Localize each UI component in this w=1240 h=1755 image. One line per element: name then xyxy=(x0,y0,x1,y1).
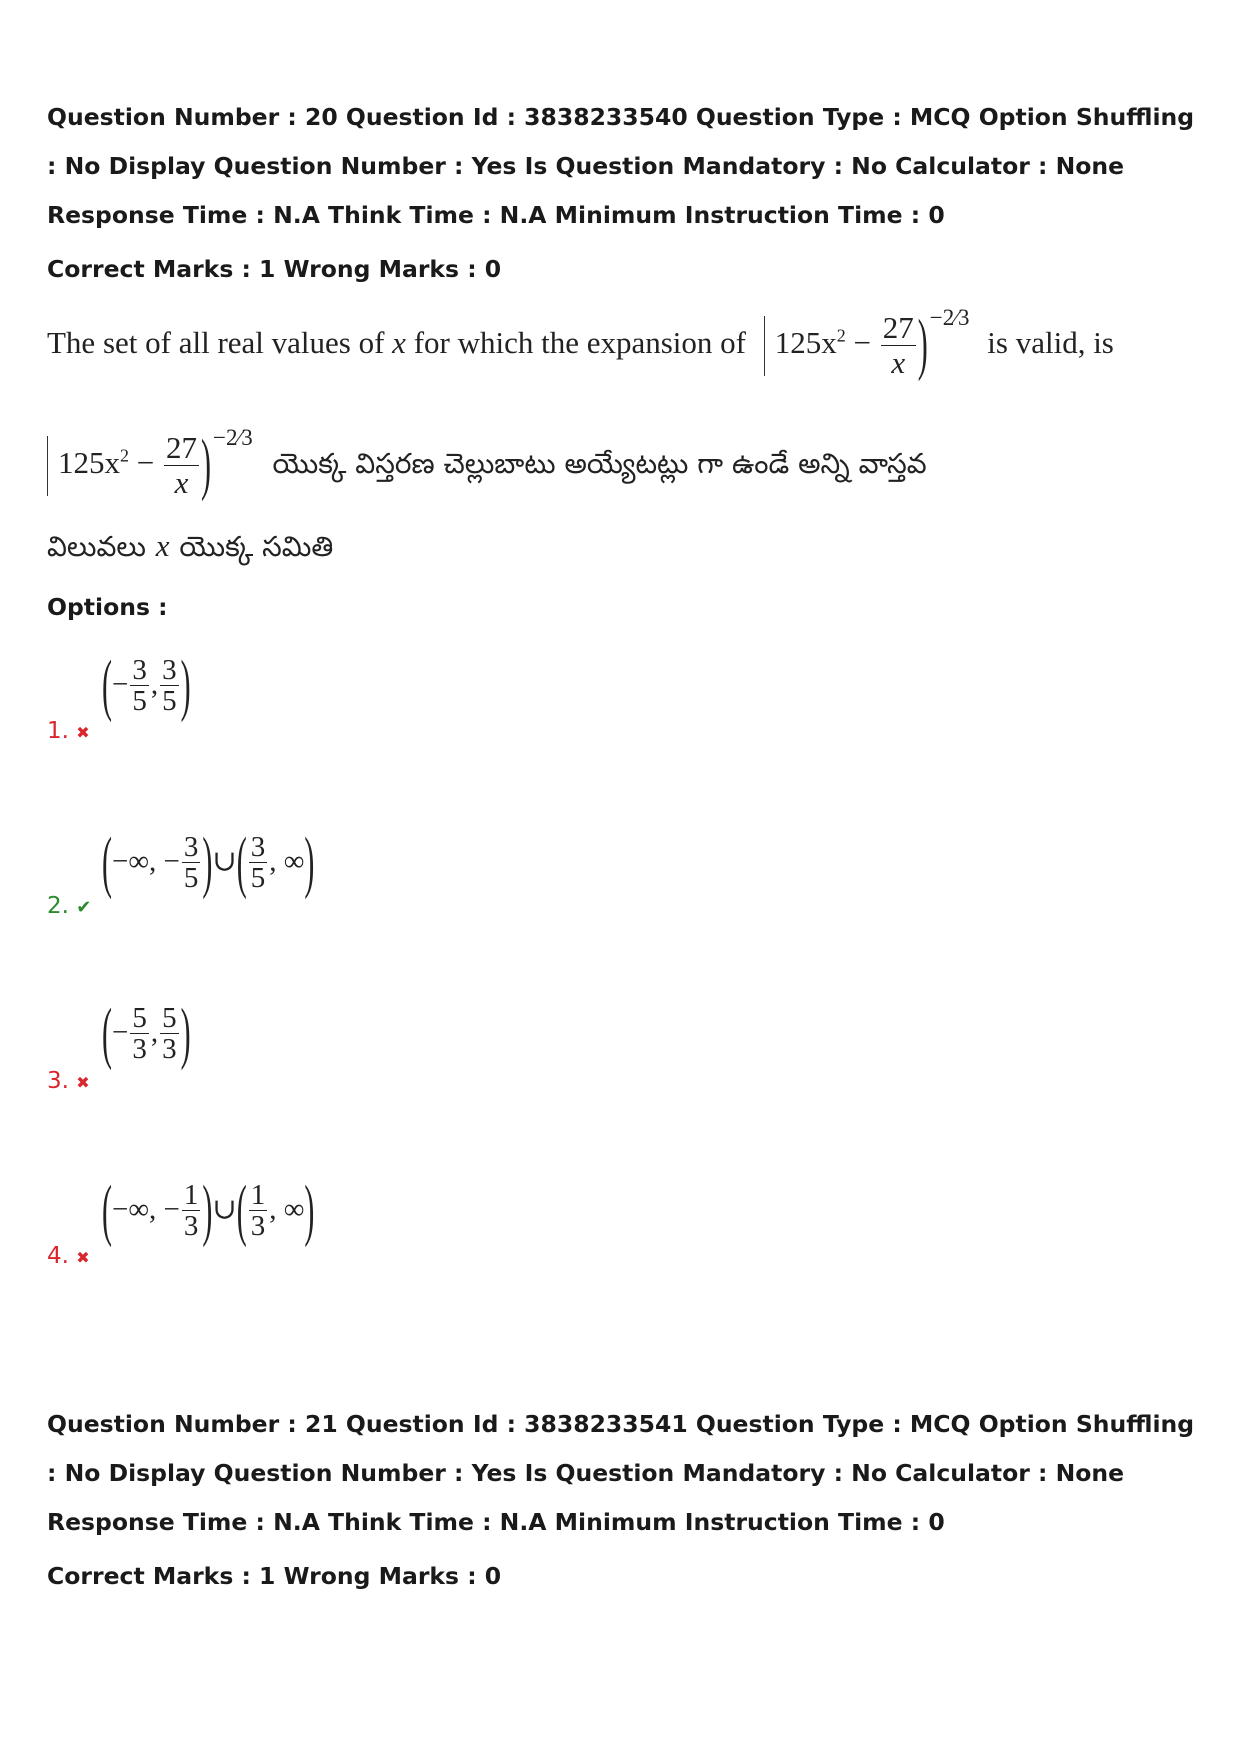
expression-bracket xyxy=(764,316,765,376)
option-4-math[interactable]: (−∞, − $\frac{1}{3}$ )∪( $\frac{1}{3}$ , ∞) xyxy=(102,1172,315,1249)
option-1-math[interactable]: (− $\frac{3}{5}$ , $\frac{3}{5}$ ) xyxy=(102,647,191,724)
expr-fraction: $\frac{27}{x}$ xyxy=(882,310,914,380)
question-text-telugu-1: $125x^2$ − $\frac{27}{x}$ )$^{-2⁄3}$ యొక్క విస్తరణ చెల్లుబాటు అయ్యేటట్లు గా ఉండే అన్ని వాస్తవ xyxy=(47,425,927,500)
option-3-math[interactable]: (− $\frac{5}{3}$ , $\frac{5}{3}$ ) xyxy=(102,995,191,1072)
expr-minus-2: − xyxy=(136,445,155,480)
options-heading: Options : xyxy=(47,593,168,621)
expression-bracket-2 xyxy=(47,436,48,496)
telugu-text-1: యొక్క విస్తరణ చెల్లుబాటు అయ్యేటట్లు గా ఉండే అన్ని వాస్తవ xyxy=(272,447,927,480)
option-2-label: 2. ✔ xyxy=(47,893,92,919)
question-20-marks: Correct Marks : 1 Wrong Marks : 0 xyxy=(47,255,502,283)
telugu-text-2a: విలువలు xyxy=(47,530,146,563)
telugu-variable-x: x xyxy=(155,528,170,563)
wrong-mark-icon: ✖ xyxy=(76,723,90,742)
option-1-label: 1. ✖ xyxy=(47,718,90,744)
expr-fraction-2: $\frac{27}{x}$ xyxy=(165,430,197,500)
expr-base-2: $125x^2$ xyxy=(58,445,129,480)
wrong-mark-icon: ✖ xyxy=(76,1248,90,1267)
option-4-label: 4. ✖ xyxy=(47,1243,90,1269)
question-text-telugu-2 xyxy=(47,528,333,570)
expr-base: $125x^2$ xyxy=(774,325,846,360)
expr-exponent: −2⁄3 xyxy=(929,305,970,330)
question-20-metadata: Question Number : 20 Question Id : 3838233540 Question Type : MCQ Option Shuffling : No Display Question Number : Yes Is Question Mandatory : No Calculator : None Response Time : N.A Think Time : N.A Minimum Instruction Time : 0 xyxy=(47,103,1195,229)
question-text-post: is valid, is xyxy=(987,325,1114,360)
question-text-pre: The set of all real values of xyxy=(47,325,385,360)
telugu-text-2b: యొక్క సమితి xyxy=(179,530,334,563)
wrong-mark-icon: ✖ xyxy=(76,1073,90,1092)
option-3-label: 3. ✖ xyxy=(47,1068,90,1094)
expr-minus: − xyxy=(853,325,871,360)
question-text-mid: for which the expansion of xyxy=(413,325,746,360)
variable-x: x xyxy=(392,325,406,360)
option-2-math[interactable]: (−∞, − $\frac{3}{5}$ )∪( $\frac{3}{5}$ , ∞) xyxy=(102,824,315,901)
question-21-metadata: Question Number : 21 Question Id : 3838233541 Question Type : MCQ Option Shuffling : No Display Question Number : Yes Is Question Mandatory : No Calculator : None Response Time : N.A Think Time : N.A Minimum Instruction Time : 0 xyxy=(47,1410,1195,1536)
question-21-marks: Correct Marks : 1 Wrong Marks : 0 xyxy=(47,1562,502,1590)
expr-exponent-2: −2⁄3 xyxy=(212,425,253,450)
question-text-english: The set of all real values of x for which the expansion of $125x^2$ − $\frac{27}{x}$ )$^{-2⁄3}$ is valid, is xyxy=(47,305,1114,383)
correct-mark-icon: ✔ xyxy=(76,897,92,918)
